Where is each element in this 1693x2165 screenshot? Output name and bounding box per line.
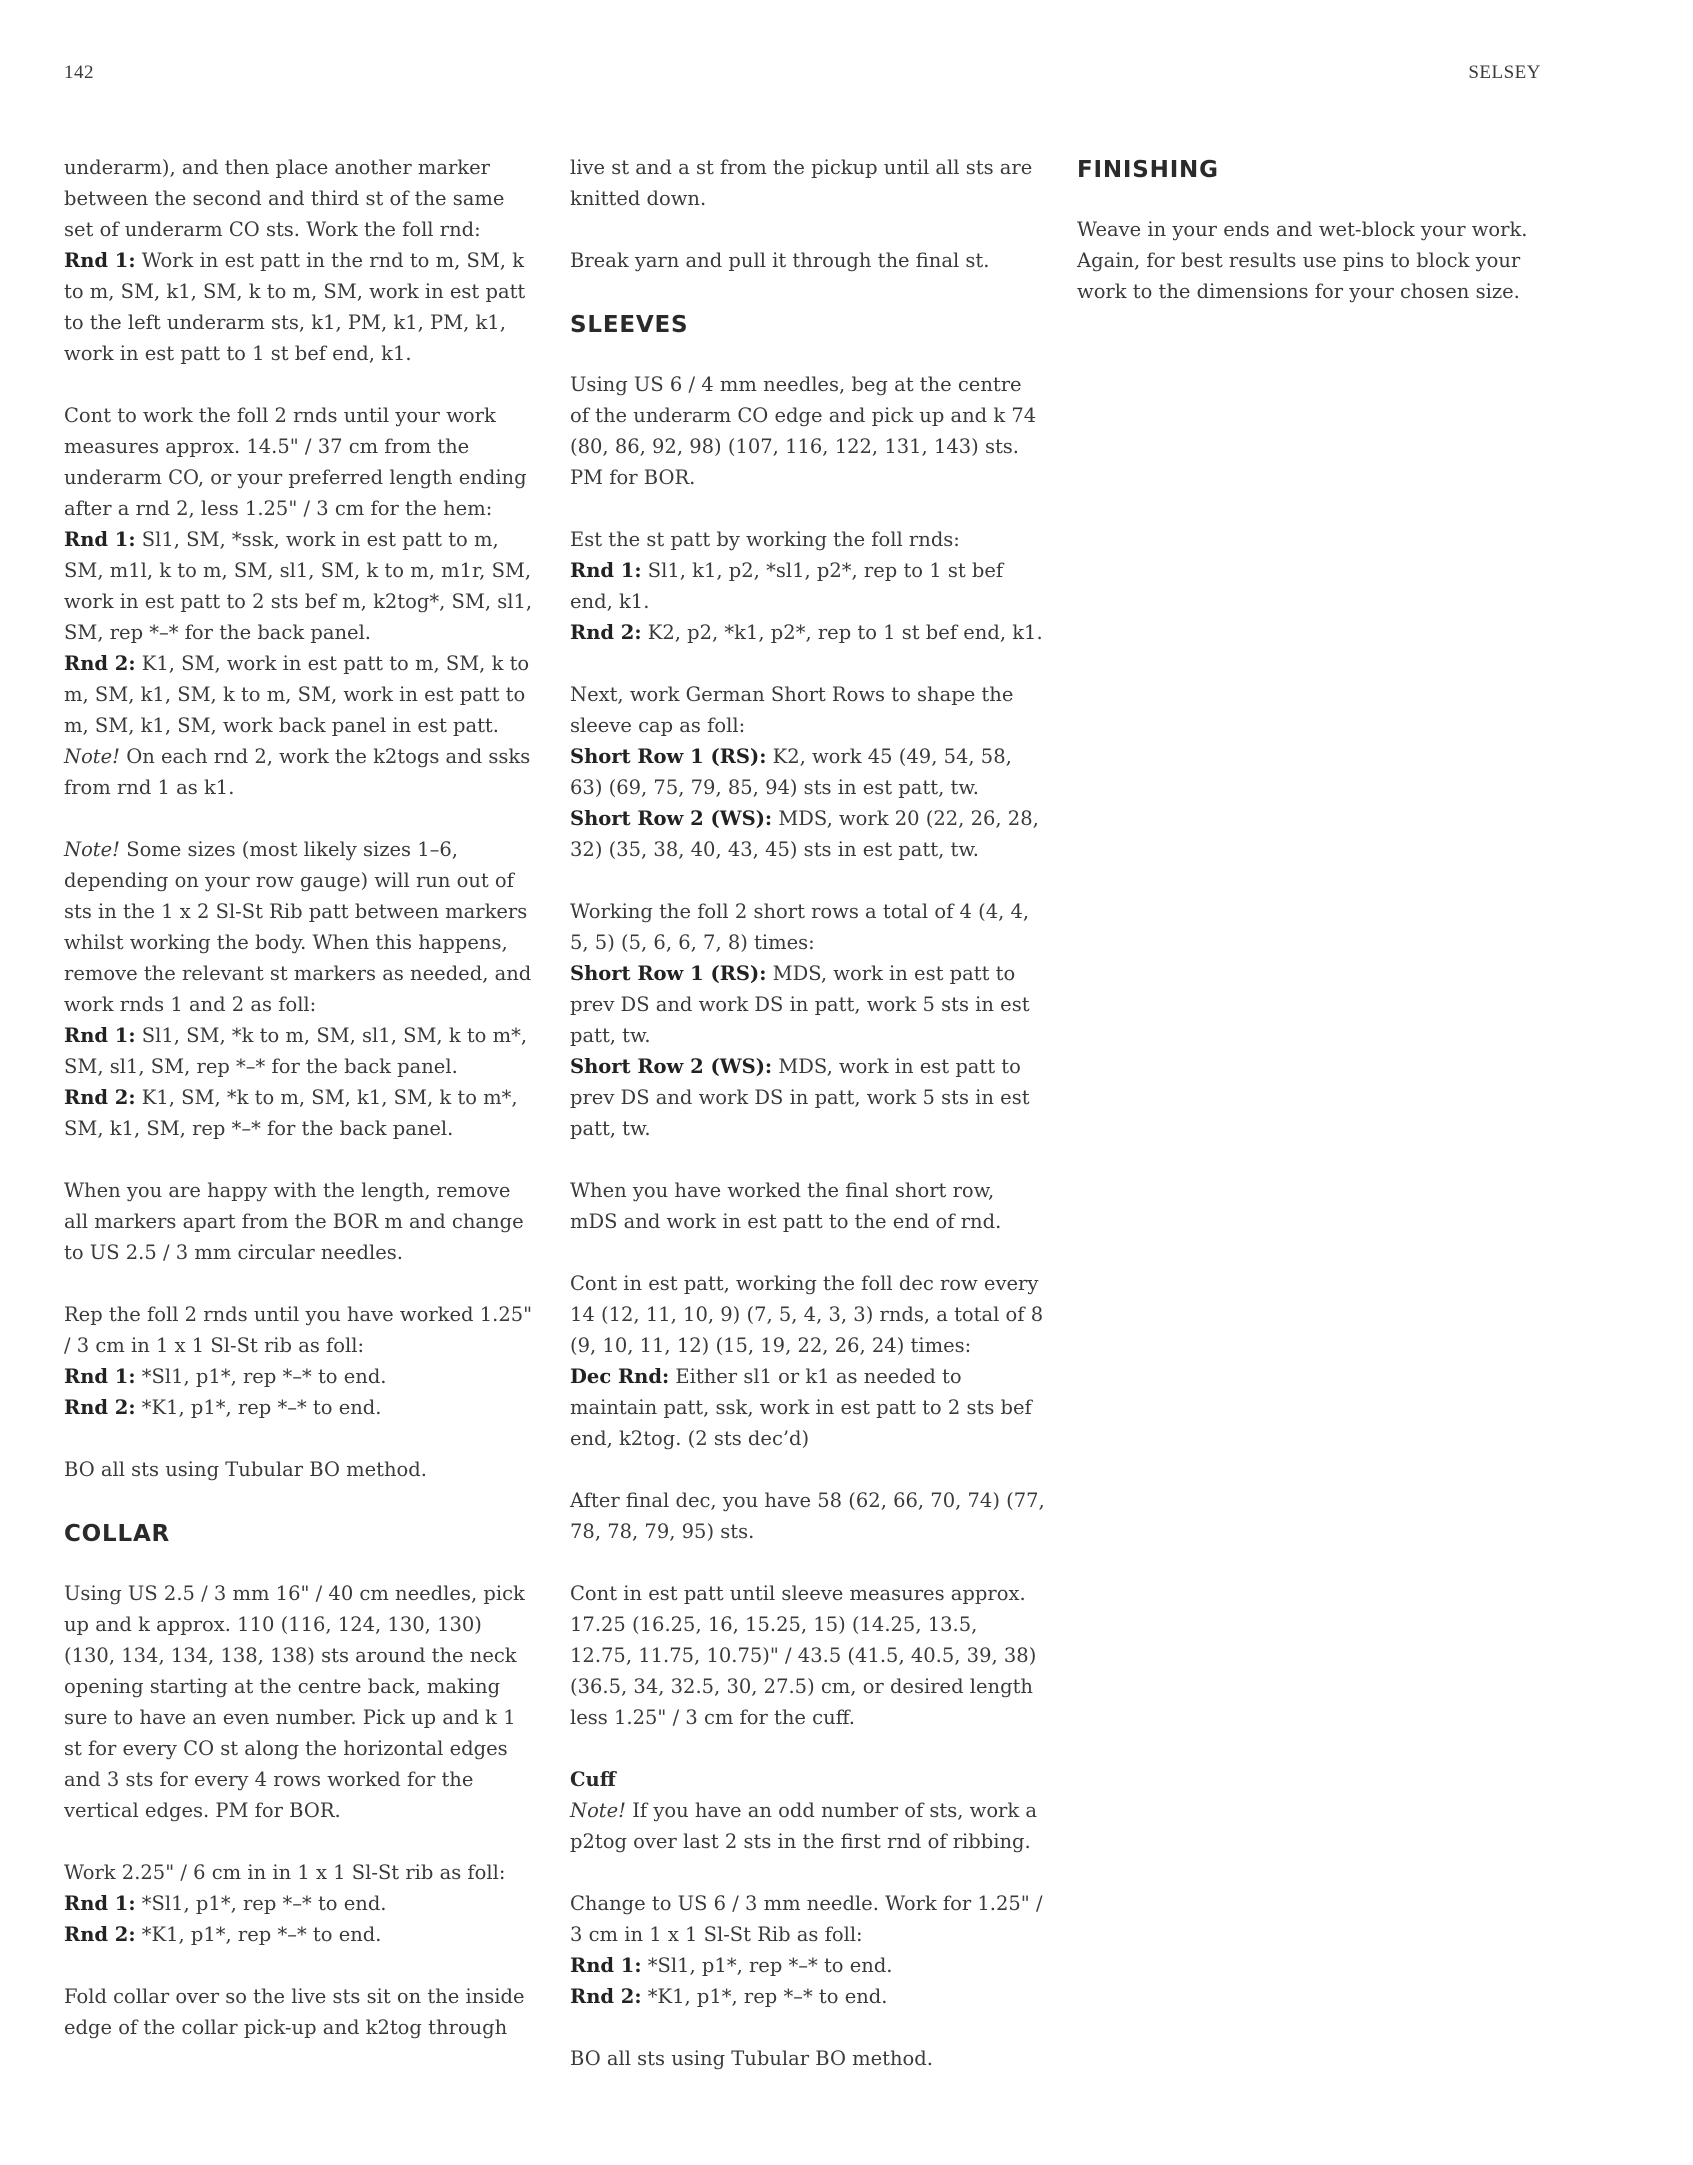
body-text: underarm), and then place another marker between the second and third st of the same set of underarm CO sts. Work the foll rnd: (64, 156, 505, 241)
paragraph (570, 896, 1045, 1144)
short-row-label: Short Row 2 (WS): (570, 1055, 773, 1078)
body-text: Working the foll 2 short rows a total of 4 (4, 4, 5, 5) (5, 6, 6, 7, 8) times: (570, 900, 1030, 954)
paragraph (570, 1795, 1045, 1857)
running-head: SELSEY (1468, 62, 1541, 83)
body-text: Work 2.25" / 6 cm in in 1 x 1 Sl-St rib as foll: (64, 1861, 506, 1884)
note-label: Note! (64, 745, 121, 768)
round-label: Rnd 1: (570, 1954, 642, 1977)
paragraph: BO all sts using Tubular BO method. (570, 2047, 933, 2070)
short-row-text: MDS, work in est patt to prev DS and work DS in patt, work 5 sts in est patt, tw. (570, 962, 1030, 1047)
column-3 (1077, 152, 1552, 338)
body-text: Change to US 6 / 3 mm needle. Work for 1.25" / 3 cm in 1 x 1 Sl-St Rib as foll: (570, 1892, 1043, 1946)
body-text: If you have an odd number of sts, work a p2tog over last 2 sts in the first rnd of ribbing. (570, 1799, 1038, 1853)
short-row-text: MDS, work 20 (22, 26, 28, 32) (35, 38, 40, 43, 45) sts in est patt, tw. (570, 807, 1039, 861)
column-1 (64, 152, 539, 2043)
column-2 (570, 152, 1045, 2074)
round-label: Rnd 1: (64, 1892, 136, 1915)
round-text: K1, SM, *k to m, SM, k1, SM, k to m*, SM, k1, SM, rep *–* for the back panel. (64, 1086, 518, 1140)
round-text: *Sl1, p1*, rep *–* to end. (641, 1954, 893, 1977)
paragraph: When you are happy with the length, remove all markers apart from the BOR m and change to US 2.5 / 3 mm circular needles. (64, 1179, 524, 1264)
round-text: *Sl1, p1*, rep *–* to end. (135, 1365, 387, 1388)
round-text: K2, p2, *k1, p2*, rep to 1 st bef end, k1. (641, 621, 1043, 644)
paragraph: Break yarn and pull it through the final st. (570, 249, 990, 272)
round-label: Rnd 2: (64, 1396, 136, 1419)
short-row-text: K2, work 45 (49, 54, 58, 63) (69, 75, 79, 85, 94) sts in est patt, tw. (570, 745, 1012, 799)
section-heading-sleeves: SLEEVES (570, 312, 689, 338)
round-label: Rnd 2: (570, 621, 642, 644)
body-text: Some sizes (most likely sizes 1–6, depending on your row gauge) will run out of sts in the 1 x 2 Sl-St Rib patt between markers whilst working the body. When this happens, remove the relevant st markers as needed, and work rnds 1 and 2 as foll: (64, 838, 532, 1016)
note-text: On each rnd 2, work the k2togs and ssks from rnd 1 as k1. (64, 745, 531, 799)
paragraph: Using US 2.5 / 3 mm 16" / 40 cm needles, pick up and k approx. 110 (116, 124, 130, 130) (130, 134, 134, 138, 138) sts around the neck opening starting at the centre back, making sure to have an even number. Pick up and k 1 st for every CO st along the horizontal edges and 3 sts for every 4 rows worked for the vertical edges. PM for BOR. (64, 1582, 525, 1822)
dec-round-label: Dec Rnd: (570, 1365, 670, 1388)
round-text: Work in est patt in the rnd to m, SM, k to m, SM, k1, SM, k to m, SM, work in est patt to the left underarm sts, k1, PM, k1, PM, k1, work in est patt to 1 st bef end, k1. (64, 249, 526, 365)
paragraph (64, 152, 539, 369)
short-row-label: Short Row 2 (WS): (570, 807, 773, 830)
round-text: Sl1, k1, p2, *sl1, p2*, rep to 1 st bef end, k1. (570, 559, 1004, 613)
paragraph: Fold collar over so the live sts sit on the inside edge of the collar pick-up and k2tog through (64, 1985, 525, 2039)
paragraph: Cont in est patt until sleeve measures approx. 17.25 (16.25, 16, 15.25, 15) (14.25, 13.5, 12.75, 11.75, 10.75)" / 43.5 (41.5, 40.5, 39, 38) (36.5, 34, 32.5, 30, 27.5) cm, or desired length less 1.25" / 3 cm for the cuff. (570, 1582, 1037, 1729)
paragraph (570, 524, 1045, 648)
body-text: Cont in est patt, working the foll dec row every 14 (12, 11, 10, 9) (7, 5, 4, 3, 3) rnds, a total of 8 (9, 10, 11, 12) (15, 19, 22, 26, 24) times: (570, 1272, 1044, 1357)
paragraph: When you have worked the final short row, mDS and work in est patt to the end of rnd. (570, 1179, 1002, 1233)
round-label: Rnd 1: (570, 559, 642, 582)
round-text: *K1, p1*, rep *–* to end. (135, 1396, 382, 1419)
short-row-label: Short Row 1 (RS): (570, 962, 767, 985)
round-label: Rnd 2: (570, 1985, 642, 2008)
round-label: Rnd 1: (64, 1365, 136, 1388)
paragraph (570, 679, 1045, 865)
paragraph (64, 1857, 539, 1950)
round-label: Rnd 2: (64, 652, 136, 675)
note-label: Note! (64, 838, 121, 861)
round-text: *K1, p1*, rep *–* to end. (135, 1923, 382, 1946)
short-row-text: MDS, work in est patt to prev DS and work DS in patt, work 5 sts in est patt, tw. (570, 1055, 1030, 1140)
paragraph (570, 1888, 1045, 2012)
round-label: Rnd 2: (64, 1086, 136, 1109)
round-label: Rnd 1: (64, 528, 136, 551)
section-heading-collar: COLLAR (64, 1521, 171, 1547)
note-label: Note! (570, 1799, 627, 1822)
round-label: Rnd 1: (64, 249, 136, 272)
paragraph: Using US 6 / 4 mm needles, beg at the centre of the underarm CO edge and pick up and k 74 (80, 86, 92, 98) (107, 116, 122, 131, 143) sts. PM for BOR. (570, 373, 1037, 489)
body-text: Est the st patt by working the foll rnds: (570, 528, 960, 551)
section-heading-finishing: FINISHING (1077, 157, 1219, 183)
body-text: Next, work German Short Rows to shape the sleeve cap as foll: (570, 683, 1014, 737)
paragraph: BO all sts using Tubular BO method. (64, 1458, 427, 1481)
round-text: K1, SM, work in est patt to m, SM, k to m, SM, k1, SM, k to m, SM, work in est patt to m, SM, k1, SM, work back panel in est patt. (64, 652, 530, 737)
round-text: Sl1, SM, *k to m, SM, sl1, SM, k to m*, SM, sl1, SM, rep *–* for the back panel. (64, 1024, 528, 1078)
paragraph (64, 1299, 539, 1423)
paragraph (64, 400, 539, 803)
round-text: *Sl1, p1*, rep *–* to end. (135, 1892, 387, 1915)
dec-round-text: Either sl1 or k1 as needed to maintain patt, ssk, work in est patt to 2 sts bef end, k2tog. (2 sts dec’d) (570, 1365, 1032, 1450)
body-text: Rep the foll 2 rnds until you have worked 1.25" / 3 cm in 1 x 1 Sl-St rib as foll: (64, 1303, 533, 1357)
body-text: Cont to work the foll 2 rnds until your work measures approx. 14.5" / 37 cm from the underarm CO, or your preferred length ending after a rnd 2, less 1.25" / 3 cm for the hem: (64, 404, 527, 520)
paragraph (64, 834, 539, 1144)
paragraph (570, 1268, 1045, 1454)
round-text: *K1, p1*, rep *–* to end. (641, 1985, 888, 2008)
paragraph: live st and a st from the pickup until all sts are knitted down. (570, 156, 1033, 210)
subheading-cuff: Cuff (570, 1768, 616, 1791)
round-text: Sl1, SM, *ssk, work in est patt to m, SM, m1l, k to m, SM, sl1, SM, k to m, m1r, SM, work in est patt to 2 sts bef m, k2tog*, SM, sl1, SM, rep *–* for the back panel. (64, 528, 533, 644)
round-label: Rnd 2: (64, 1923, 136, 1946)
round-label: Rnd 1: (64, 1024, 136, 1047)
paragraph: After final dec, you have 58 (62, 66, 70, 74) (77, 78, 78, 79, 95) sts. (570, 1489, 1045, 1543)
page-number: 142 (64, 62, 94, 83)
short-row-label: Short Row 1 (RS): (570, 745, 767, 768)
paragraph: Weave in your ends and wet-block your work. Again, for best results use pins to block your work to the dimensions for your chosen size. (1077, 218, 1528, 303)
